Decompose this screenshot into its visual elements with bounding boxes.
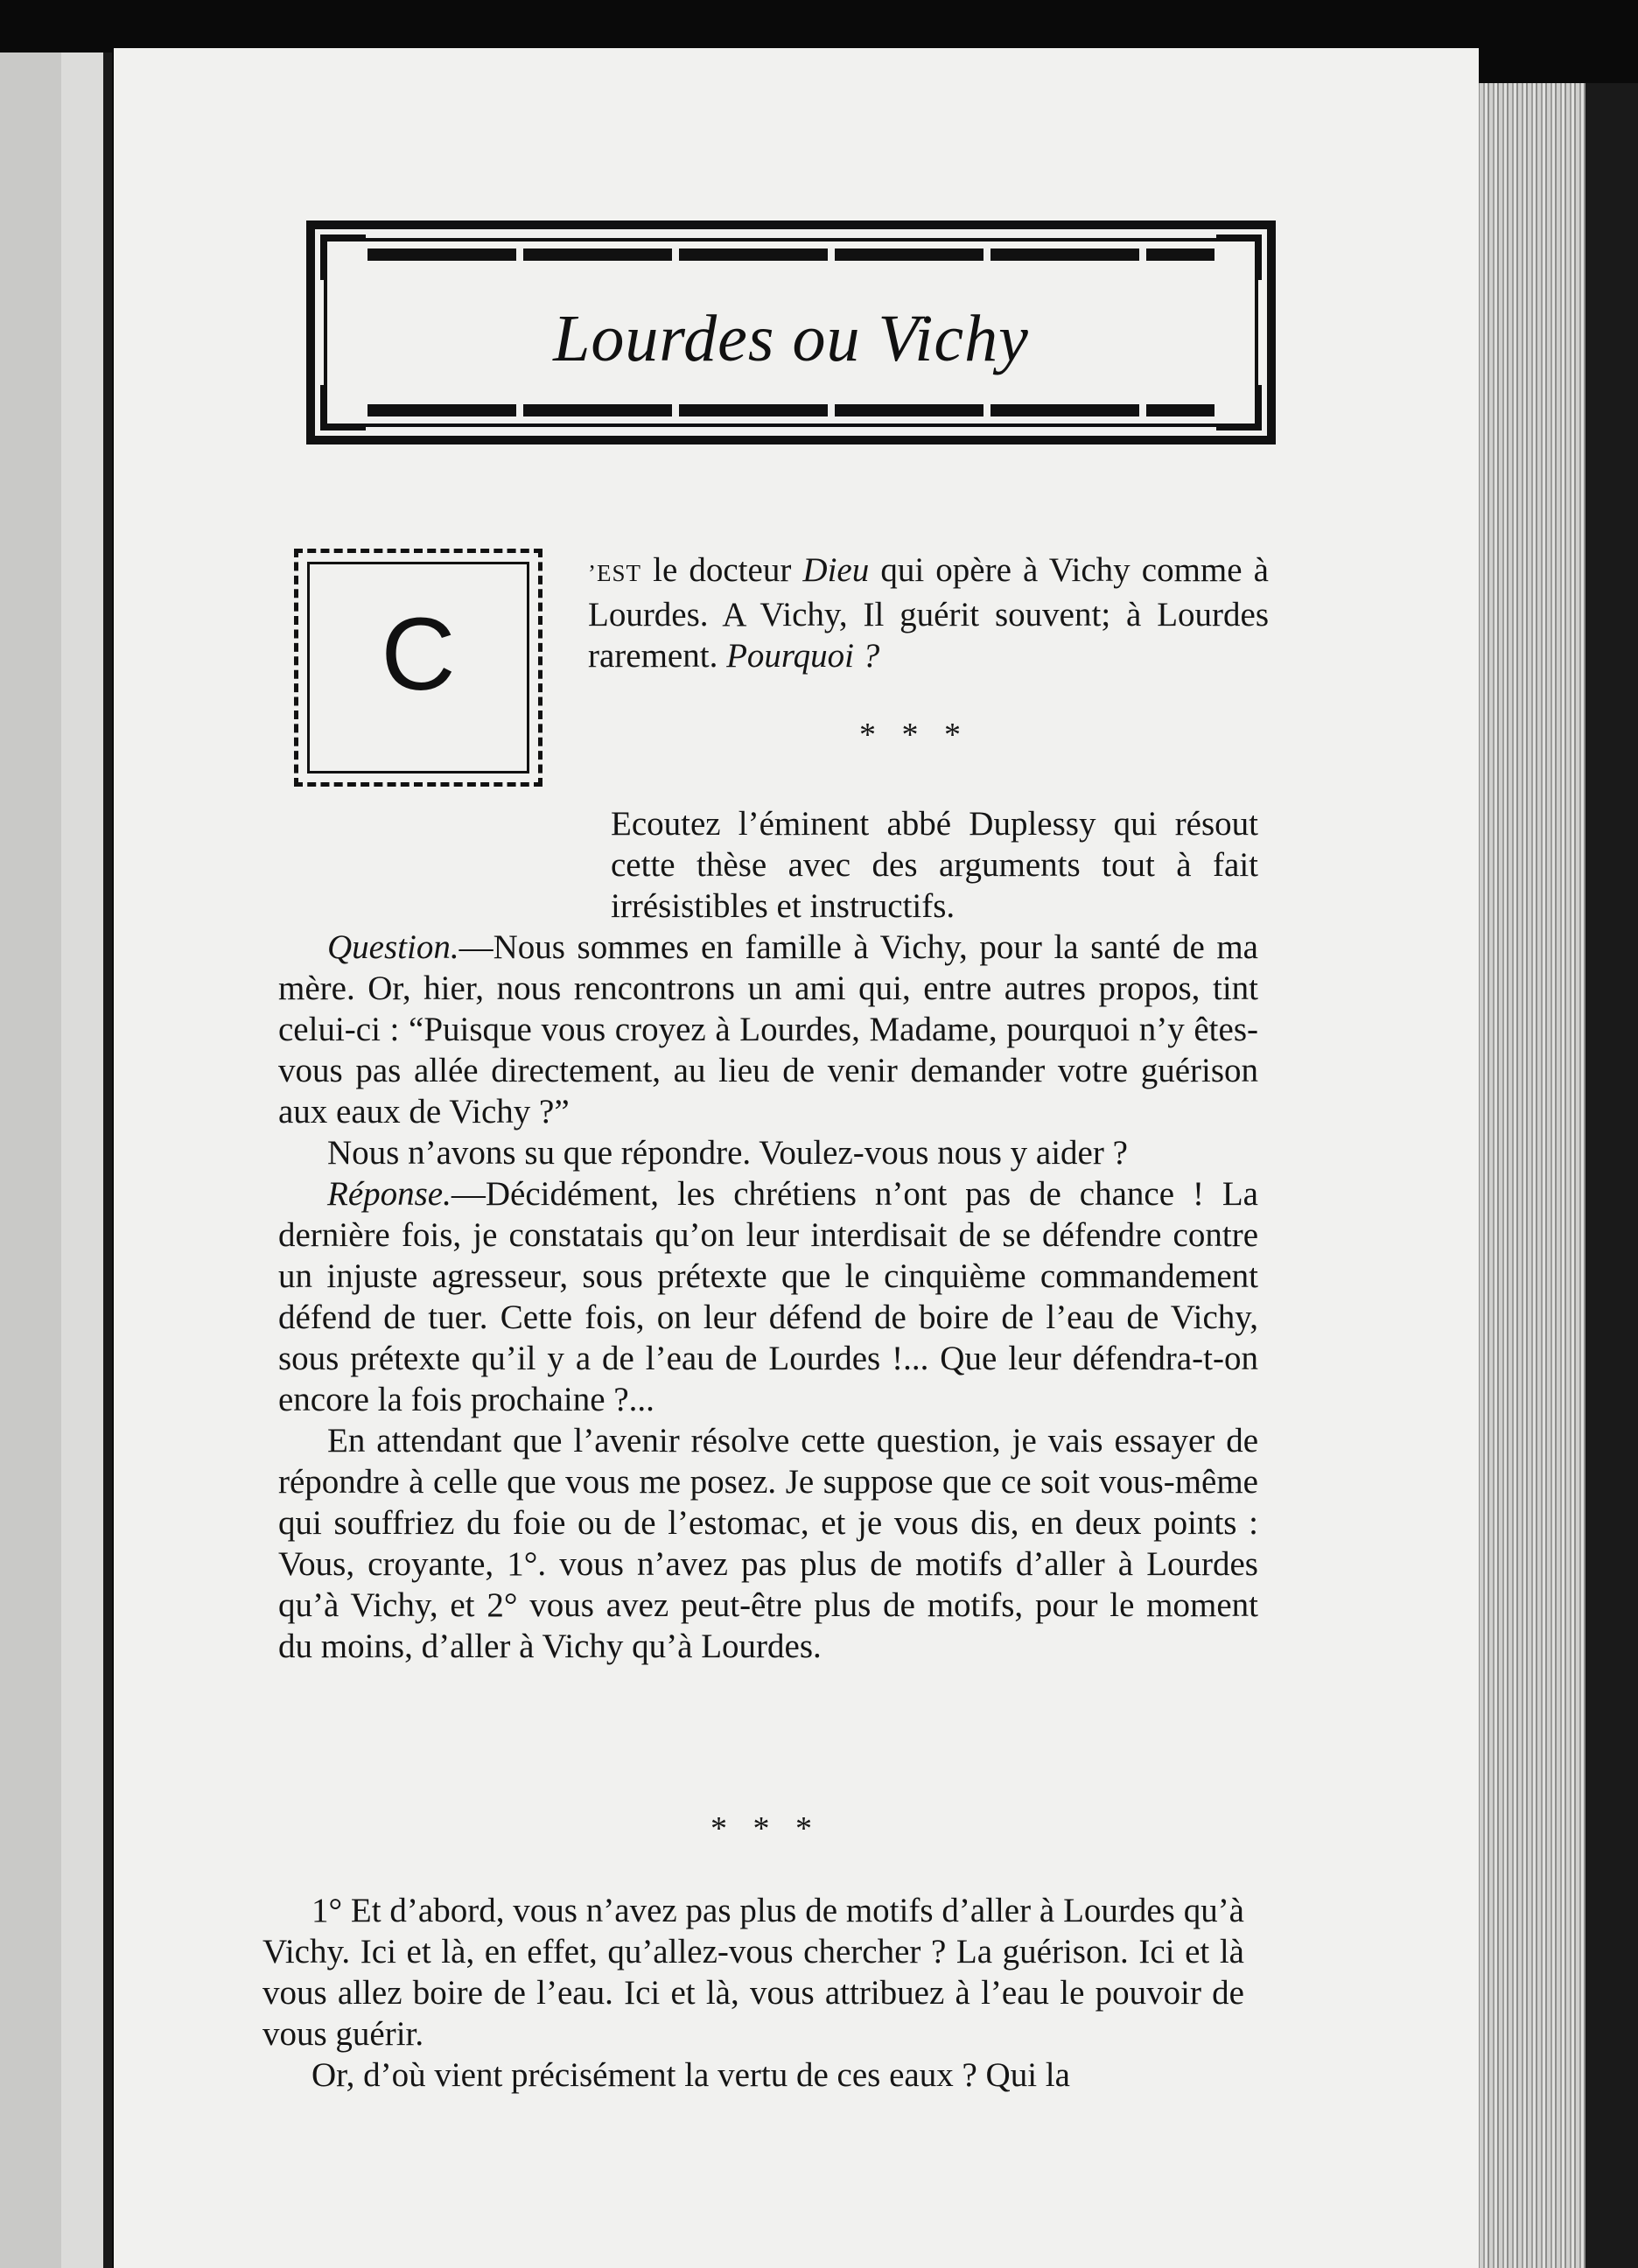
reponse-label: Réponse. bbox=[327, 1175, 452, 1213]
question-text: —Nous sommes en famille à Vichy, pour la santé de ma mère. Or, hier, nous rencontrons un ami qui, entre autres propos, tint celui-ci : “Puisque vous croyez à Lourdes, Madame, pourquoi n’y êtes-vous pas allée directement, au lieu de venir demander votre guérison aux eaux de Vichy ?” bbox=[278, 928, 1258, 1130]
paragraph-or: Or, d’où vient précisément la vertu de ces eaux ? Qui la bbox=[312, 2056, 1070, 2094]
intro-em2: Pourquoi ? bbox=[726, 637, 880, 675]
title-ornamental-frame bbox=[306, 220, 1276, 444]
body-text-1 bbox=[278, 803, 1258, 1667]
dropcap-letter: C bbox=[381, 597, 456, 712]
paragraph-nous: Nous n’avons su que répondre. Voulez-vous nous y aider ? bbox=[327, 1134, 1128, 1172]
paragraph-reponse bbox=[278, 1173, 1258, 1420]
section-separator: * * * bbox=[859, 717, 970, 753]
dropcap-frame bbox=[294, 549, 542, 787]
paragraph-ecoutez: Ecoutez l’éminent abbé Duplessy qui résout cette thèse avec des arguments tout à fait irrésistibles et instructifs. bbox=[611, 805, 1258, 925]
body-text-2 bbox=[262, 1890, 1244, 2096]
question-label: Question. bbox=[327, 928, 459, 966]
paragraph-question bbox=[278, 927, 1258, 1132]
intro-smallcaps: ’EST bbox=[588, 560, 641, 586]
intro-em1: Dieu bbox=[802, 551, 870, 589]
book-page-edges bbox=[1470, 83, 1638, 2268]
reponse-text: —Décidément, les chrétiens n’ont pas de chance ! La dernière fois, je constatais qu’on leur interdisait de se défendre contre un injuste agresseur, sous prétexte que le cinquième commandement défend de tuer. Cette fois, on leur défend de boire de l’eau de Vichy, sous prétexte qu’il y a de l’eau de Lourdes !... Que leur défendra-t-on encore la fois prochaine ?... bbox=[278, 1175, 1258, 1418]
paragraph-en-attendant: En attendant que l’avenir résolve cette question, je vais essayer de répondre à celle que vous me posez. Je suppose que ce soit vous-même qui souffriez du foie ou de l’estomac, et je vous dis, en deux points : Vous, croyante, 1°. vous n’avez pas plus de motifs d’aller à Lourdes qu’à Vichy, et 2° vous avez peut-être plus de motifs, pour le moment du moins, d’aller à Vichy qu’à Lourdes. bbox=[278, 1422, 1258, 1665]
section-separator-2: * * * bbox=[710, 1810, 821, 1847]
page-title: Lourdes ou Vichy bbox=[553, 302, 1029, 375]
paragraph-dabord: 1° Et d’abord, vous n’avez pas plus de motifs d’aller à Lourdes qu’à Vichy. Ici et là, en effet, qu’allez-vous chercher ? La guérison. Ici et là vous allez boire de l’eau. Ici et là, vous attribuez à l’eau le pouvoir de vous guérir. bbox=[262, 1892, 1244, 2053]
intro-paragraph bbox=[588, 550, 1269, 676]
intro-seg2: qui opère à Vichy comme à Lourdes. A Vichy, Il guérit souvent; à Lourdes rarement. bbox=[588, 551, 1269, 675]
intro-seg1: le docteur bbox=[641, 551, 803, 589]
left-page-edge bbox=[0, 52, 112, 2268]
